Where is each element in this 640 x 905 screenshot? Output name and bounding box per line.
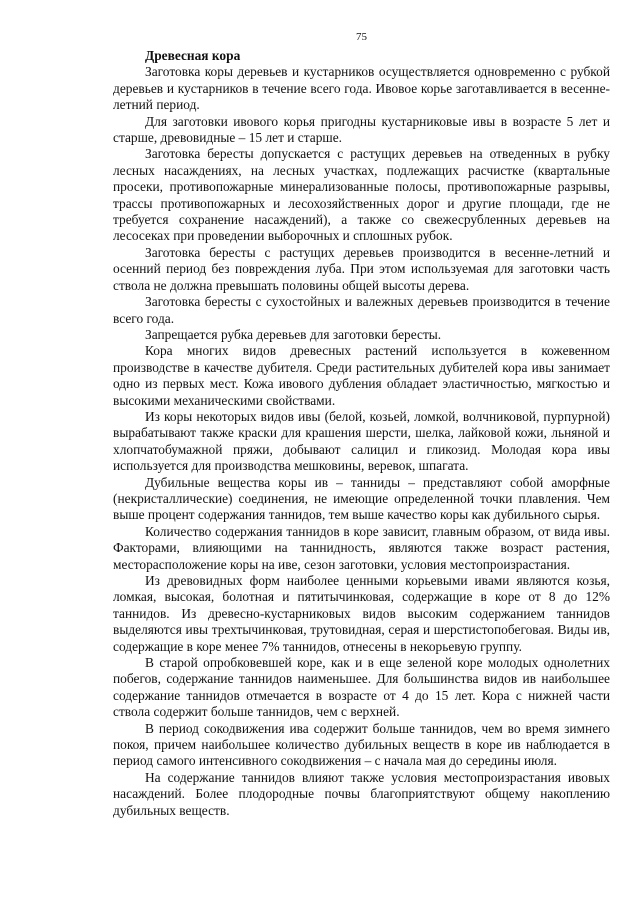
- paragraph: На содержание таннидов влияют также условия местопроизрастания ивовых насаждений. Более плодородные почвы благоприятствуют общему накоплению дубильных веществ.: [113, 769, 610, 818]
- paragraph: Для заготовки ивового корья пригодны кустарниковые ивы в возрасте 5 лет и старше, древовидные – 15 лет и старше.: [113, 113, 610, 146]
- paragraph: В период сокодвижения ива содержит больше таннидов, чем во время зимнего покоя, причем наибольшее количество дубильных веществ в коре ив наблюдается в период самого интенсивного сокодвижения – с начала мая до середины июля.: [113, 720, 610, 769]
- paragraph: Заготовка бересты с растущих деревьев производится в весенне-летний и осенний период без повреждения луба. При этом используемая для заготовки часть ствола не должна превышать половины общей высоты дерева.: [113, 244, 610, 293]
- paragraph: Заготовка бересты с сухостойных и валежных деревьев производится в течение всего года.: [113, 294, 610, 326]
- paragraph: Дубильные вещества коры ив – танниды – представляют собой аморфные (некристаллические) соединения, не имеющие определенной точки плавления. Чем выше процент содержания таннидов, тем выше качество коры как дубильного сырья.: [113, 474, 610, 523]
- paragraph: Заготовка коры деревьев и кустарников осуществляется одновременно с рубкой деревьев и кустарников в течение всего года. Ивовое корье заготавливается в весенне-летний период.: [113, 64, 610, 113]
- document-page: [113, 30, 610, 819]
- paragraph: В старой опробковевшей коре, как и в еще зеленой коре молодых однолетних побегов, содержание таннидов наименьшее. Для большинства видов ив наибольшее содержание таннидов отмечается в возрасте от 4 до 15 лет. Кора с нижней части ствола содержит больше таннидов, чем с верхней.: [113, 655, 610, 720]
- paragraph: Запрещается рубка деревьев для заготовки бересты.: [145, 326, 442, 342]
- paragraph: Из древовидных форм наиболее ценными корьевыми ивами являются козья, ломкая, высокая, болотная и пятитычинковая, содержащие в коре от 8 до 12% таннидов. Из древесно-кустарниковых видов высоким содержанием таннидов выделяются ивы трехтычинковая, трутовидная, серая и шерстистопобеговая. Виды ив, содержащие в коре менее 7% таннидов, отнесены в некорьевую группу.: [113, 573, 610, 654]
- page-number: 75: [356, 31, 367, 43]
- paragraph: Кора многих видов древесных растений используется в кожевенном производстве в качестве дубителя. Среди растительных дубителей кора ивы занимает одно из первых мест. Кожа ивового дубления обладает эластичностью, мягкостью и высокими механическими свойствами.: [113, 343, 610, 408]
- paragraph: Из коры некоторых видов ивы (белой, козьей, ломкой, волчниковой, пурпурной) вырабатывают также краски для крашения шерсти, шелка, лайковой кожи, льняной и хлопчатобумажной пряжи, добывают салицил и гликозид. Молодая кора ивы используется для производства мешковины, веревок, шпагата.: [113, 408, 610, 474]
- paragraph: Заготовка бересты допускается с растущих деревьев на отведенных в рубку лесных насаждениях, на лесных участках, подлежащих расчистке (квартальные просеки, противопожарные минерализованные полосы, противопожарные разрывы, трассы противопожарных и лесохозяйственных дорог и другие площади, где не требуется сохранение насаждений), а также со свежесрубленных деревьев на лесосеках при проведении выборочных и сплошных рубок.: [113, 146, 610, 244]
- paragraph: Количество содержания таннидов в коре зависит, главным образом, от вида ивы. Факторами, влияющими на таннидность, являются также возраст растения, месторасположение коры на иве, сезон заготовки, условия местопроизрастания.: [113, 523, 610, 572]
- section-heading: Древесная кора: [145, 48, 241, 63]
